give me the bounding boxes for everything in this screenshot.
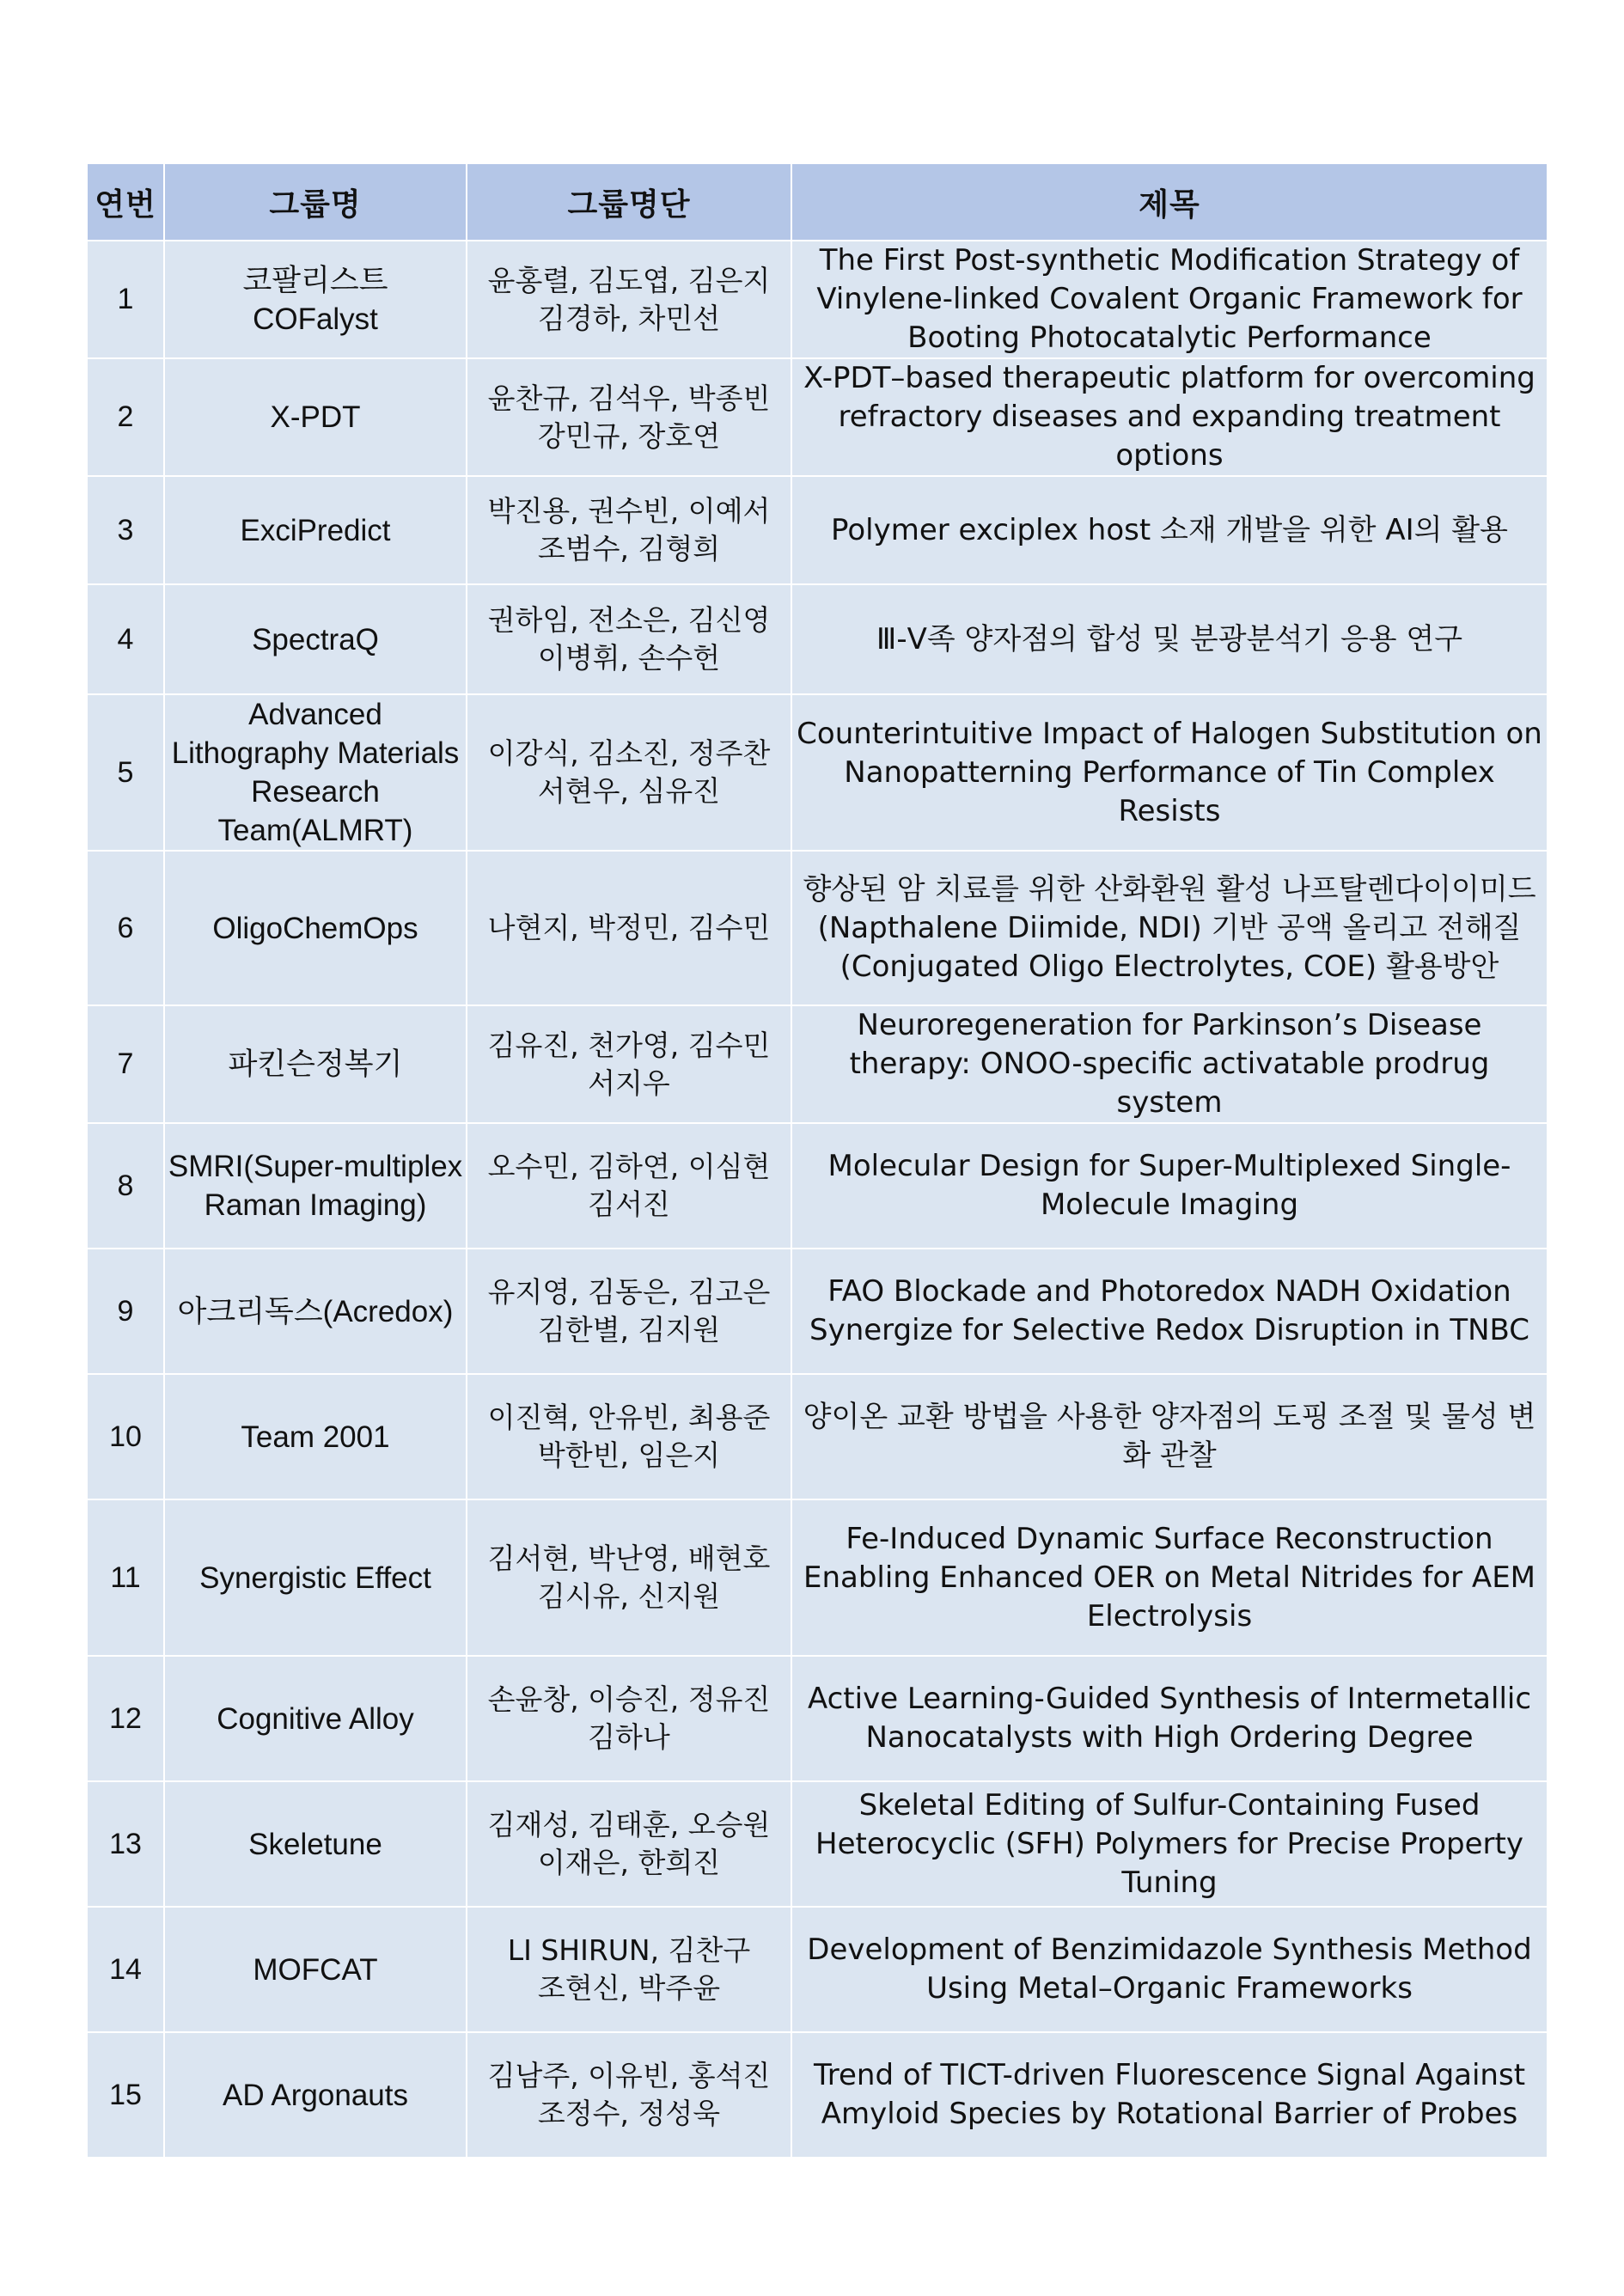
table-row xyxy=(87,1499,1548,1656)
row-number: 15 xyxy=(87,2032,164,2158)
project-title: Development of Benzimidazole Synthesis Method Using Metal–Organic Frameworks xyxy=(791,1907,1548,2032)
project-title: Active Learning-Guided Synthesis of Intermetallic Nanocatalysts with High Ordering Degree xyxy=(791,1656,1548,1781)
group-name: SpectraQ xyxy=(164,584,467,694)
header-group: 그룹명 xyxy=(164,163,467,241)
group-members: 유지영, 김동은, 김고은 김한별, 김지원 xyxy=(467,1249,791,1374)
group-name: X-PDT xyxy=(164,358,467,476)
project-title: Ⅲ-Ⅴ족 양자점의 합성 및 분광분석기 응용 연구 xyxy=(791,584,1548,694)
row-number: 4 xyxy=(87,584,164,694)
table-row xyxy=(87,1249,1548,1374)
project-title: X-PDT–based therapeutic platform for overcoming refractory diseases and expanding treatment options xyxy=(791,358,1548,476)
group-name: Synergistic Effect xyxy=(164,1499,467,1656)
table-row xyxy=(87,1656,1548,1781)
group-name: Team 2001 xyxy=(164,1374,467,1499)
row-number: 8 xyxy=(87,1123,164,1249)
group-name: Cognitive Alloy xyxy=(164,1656,467,1781)
group-name: 파킨슨정복기 xyxy=(164,1005,467,1123)
project-title: Fe-Induced Dynamic Surface Reconstruction Enabling Enhanced OER on Metal Nitrides for AEM Electrolysis xyxy=(791,1499,1548,1656)
group-members: 윤찬규, 김석우, 박종빈 강민규, 장호연 xyxy=(467,358,791,476)
project-title: Molecular Design for Super-Multiplexed Single-Molecule Imaging xyxy=(791,1123,1548,1249)
row-number: 6 xyxy=(87,851,164,1005)
header-row xyxy=(87,163,1548,241)
group-name: AD Argonauts xyxy=(164,2032,467,2158)
table-row xyxy=(87,694,1548,851)
row-number: 5 xyxy=(87,694,164,851)
row-number: 3 xyxy=(87,476,164,584)
group-members: 김남주, 이유빈, 홍석진 조정수, 정성욱 xyxy=(467,2032,791,2158)
row-number: 13 xyxy=(87,1781,164,1907)
table-row xyxy=(87,2032,1548,2158)
row-number: 2 xyxy=(87,358,164,476)
row-number: 7 xyxy=(87,1005,164,1123)
header-title: 제목 xyxy=(791,163,1548,241)
row-number: 12 xyxy=(87,1656,164,1781)
row-number: 14 xyxy=(87,1907,164,2032)
group-members: 손윤창, 이승진, 정유진 김하나 xyxy=(467,1656,791,1781)
table-row xyxy=(87,241,1548,358)
group-name: SMRI(Super-multiplex Raman Imaging) xyxy=(164,1123,467,1249)
project-title: 양이온 교환 방법을 사용한 양자점의 도핑 조절 및 물성 변화 관찰 xyxy=(791,1374,1548,1499)
project-title: Skeletal Editing of Sulfur-Containing Fused Heterocyclic (SFH) Polymers for Precise Property Tuning xyxy=(791,1781,1548,1907)
table-row xyxy=(87,358,1548,476)
project-title: 향상된 암 치료를 위한 산화환원 활성 나프탈렌다이이미드(Napthalene Diimide, NDI) 기반 공액 올리고 전해질(Conjugated Oligo Electrolytes, COE) 활용방안 xyxy=(791,851,1548,1005)
table-row xyxy=(87,851,1548,1005)
group-name: Advanced Lithography Materials Research Team(ALMRT) xyxy=(164,694,467,851)
table-row xyxy=(87,1123,1548,1249)
table-row xyxy=(87,1374,1548,1499)
row-number: 9 xyxy=(87,1249,164,1374)
group-name: OligoChemOps xyxy=(164,851,467,1005)
row-number: 11 xyxy=(87,1499,164,1656)
project-title: Polymer exciplex host 소재 개발을 위한 AI의 활용 xyxy=(791,476,1548,584)
group-name: 코팔리스트 COFalyst xyxy=(164,241,467,358)
group-members: 권하임, 전소은, 김신영 이병휘, 손수헌 xyxy=(467,584,791,694)
group-members: 김유진, 천가영, 김수민 서지우 xyxy=(467,1005,791,1123)
group-members: 박진용, 권수빈, 이예서 조범수, 김형희 xyxy=(467,476,791,584)
group-members: 오수민, 김하연, 이심현 김서진 xyxy=(467,1123,791,1249)
row-number: 10 xyxy=(87,1374,164,1499)
group-members: 이강식, 김소진, 정주찬 서현우, 심유진 xyxy=(467,694,791,851)
project-title: Neuroregeneration for Parkinson’s Disease therapy: ONOO-specific activatable prodrug system xyxy=(791,1005,1548,1123)
table-row xyxy=(87,1907,1548,2032)
group-name: MOFCAT xyxy=(164,1907,467,2032)
row-number: 1 xyxy=(87,241,164,358)
group-members: 김서현, 박난영, 배현호 김시유, 신지원 xyxy=(467,1499,791,1656)
header-num: 연번 xyxy=(87,163,164,241)
group-name: ExciPredict xyxy=(164,476,467,584)
table-row xyxy=(87,584,1548,694)
group-members: 나현지, 박정민, 김수민 xyxy=(467,851,791,1005)
project-title: FAO Blockade and Photoredox NADH Oxidation Synergize for Selective Redox Disruption in TNBC xyxy=(791,1249,1548,1374)
group-members: 이진혁, 안유빈, 최용준 박한빈, 임은지 xyxy=(467,1374,791,1499)
team-table xyxy=(86,162,1548,2159)
group-name: Skeletune xyxy=(164,1781,467,1907)
group-name: 아크리독스(Acredox) xyxy=(164,1249,467,1374)
table-row xyxy=(87,1005,1548,1123)
table-row xyxy=(87,1781,1548,1907)
project-title: The First Post-synthetic Modification Strategy of Vinylene-linked Covalent Organic Framework for Booting Photocatalytic Performance xyxy=(791,241,1548,358)
table-row xyxy=(87,476,1548,584)
project-title: Counterintuitive Impact of Halogen Substitution on Nanopatterning Performance of Tin Complex Resists xyxy=(791,694,1548,851)
header-members: 그룹명단 xyxy=(467,163,791,241)
group-members: 윤홍렬, 김도엽, 김은지 김경하, 차민선 xyxy=(467,241,791,358)
group-members: 김재성, 김태훈, 오승원 이재은, 한희진 xyxy=(467,1781,791,1907)
project-title: Trend of TICT-driven Fluorescence Signal Against Amyloid Species by Rotational Barrier of Probes xyxy=(791,2032,1548,2158)
group-members: LI SHIRUN, 김찬구 조현신, 박주윤 xyxy=(467,1907,791,2032)
